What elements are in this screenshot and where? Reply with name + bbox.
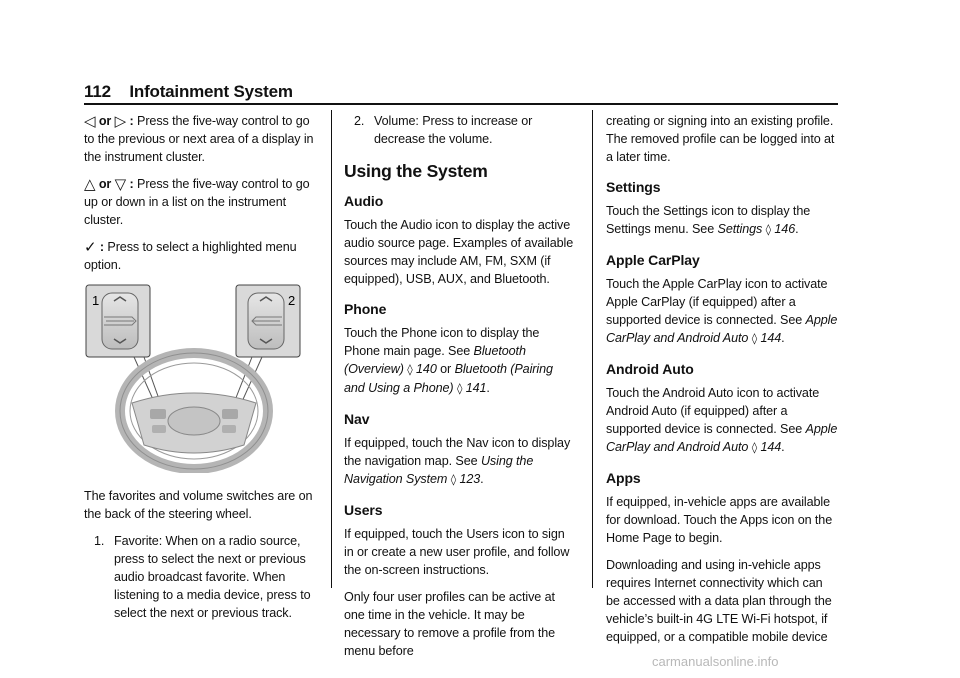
page-ref-icon: ◊ bbox=[407, 363, 413, 376]
page-ref-144[interactable]: 144 bbox=[760, 331, 782, 345]
users-text-2: Only four user profiles can be active at one time in the vehicle. It may be necessary to remove a profile from the menu before bbox=[344, 590, 556, 658]
column-3 bbox=[606, 112, 838, 655]
carplay-android-link[interactable]: Apple CarPlay and Android Auto bbox=[606, 313, 838, 345]
navigation-system-link[interactable]: Using the Navigation System bbox=[344, 454, 534, 486]
page-ref-icon: ◊ bbox=[450, 473, 457, 486]
figure-label-2: 2 bbox=[288, 293, 296, 308]
phone-text: Touch the Phone icon to display the Phone main page. See Bluetooth (Overview) ◊ 140 or Bluetooth (Pairing and Using a Phone) ◊ 141. bbox=[344, 326, 553, 395]
list-item-volume: 2. Volume: Press to increase or decrease the volume. bbox=[354, 114, 533, 146]
settings-link[interactable]: Settings bbox=[717, 222, 763, 236]
phone-heading: Phone bbox=[344, 301, 387, 317]
carplay-android-link[interactable]: Apple CarPlay and Android Auto bbox=[606, 422, 838, 454]
page-ref-icon: ◊ bbox=[456, 382, 463, 395]
carplay-heading: Apple CarPlay bbox=[606, 252, 700, 268]
audio-text: Touch the Audio icon to display the active audio source page. Examples of available sources may include AM, FM, SXM (if equipped), USB, AUX, and Bluetooth. bbox=[344, 218, 574, 286]
left-triangle-icon: ◁ bbox=[84, 112, 96, 130]
page-ref-146[interactable]: 146 bbox=[774, 222, 796, 236]
android-heading: Android Auto bbox=[606, 361, 694, 377]
apps-heading: Apps bbox=[606, 470, 641, 486]
control-select-text: Press to select a highlighted menu option. bbox=[84, 240, 297, 272]
page-ref-icon: ◊ bbox=[765, 223, 771, 236]
switches-paragraph: The favorites and volume switches are on the back of the steering wheel. bbox=[84, 489, 313, 521]
users-heading: Users bbox=[344, 502, 383, 518]
right-triangle-icon: ▷ bbox=[114, 112, 127, 130]
audio-heading: Audio bbox=[344, 193, 384, 209]
page-ref-123[interactable]: 123 bbox=[459, 472, 481, 486]
apps-text-1: If equipped, in-vehicle apps are available for download. Touch the Apps icon on the Home Page to begin. bbox=[606, 495, 833, 545]
steering-wheel-figure bbox=[84, 283, 316, 473]
down-triangle-icon: ▽ bbox=[114, 175, 127, 193]
switch-list-continued bbox=[344, 112, 576, 148]
page-ref-144[interactable]: 144 bbox=[760, 440, 782, 454]
column-2 bbox=[344, 112, 576, 669]
page-ref-141[interactable]: 141 bbox=[465, 381, 487, 395]
column-divider-2 bbox=[592, 110, 593, 588]
up-triangle-icon: △ bbox=[84, 175, 96, 193]
section-heading: Using the System bbox=[344, 161, 488, 181]
android-text: Touch the Android Auto icon to activate Android Auto (if equipped) after a supported device is connected. See Apple CarPlay and Android Auto ◊ 144. bbox=[606, 386, 838, 454]
figure-label-1: 1 bbox=[92, 293, 100, 308]
bluetooth-pairing-link[interactable]: Bluetooth (Pairing and Using a Phone) bbox=[344, 362, 553, 395]
watermark: carmanualsonline.info bbox=[652, 654, 779, 669]
control-left-right: ◁ or ▷ : Press the five-way control to go to the previous or next area of a display in the instrument cluster. bbox=[84, 112, 314, 164]
users-text-1: If equipped, touch the Users icon to sign in or create a new user profile, and follow the on-screen instructions. bbox=[344, 527, 570, 577]
switch-list bbox=[84, 532, 318, 622]
apps-text-2: Downloading and using in-vehicle apps requires Internet connectivity which can be accessed with a data plan through the vehicle’s built-in 4G LTE Wi-Fi hotspot, if equipped, or a compatible mobile device bbox=[606, 558, 832, 644]
control-up-down-text: Press the five-way control to go up or down in a list on the instrument cluster. bbox=[84, 177, 310, 227]
column-divider-1 bbox=[331, 110, 332, 588]
nav-heading: Nav bbox=[344, 411, 370, 427]
checkmark-icon: ✓ bbox=[84, 238, 97, 256]
settings-text: Touch the Settings icon to display the Settings menu. See Settings ◊ 146. bbox=[606, 204, 811, 236]
page-title: Infotainment System bbox=[129, 82, 293, 101]
carplay-text: Touch the Apple CarPlay icon to activate Apple CarPlay (if equipped) after a supported device is connected. See Apple CarPlay and Android Auto ◊ 144. bbox=[606, 277, 838, 345]
page-ref-icon: ◊ bbox=[751, 441, 758, 454]
list-item-favorite: 1. Favorite: When on a radio source, press to select the next or previous audio broadcast favorite. When listening to a media device, press to select the next or previous track. bbox=[94, 534, 311, 620]
page-ref-140[interactable]: 140 bbox=[416, 362, 437, 376]
users-text-continued: creating or signing into an existing profile. The removed profile can be logged into at a later time. bbox=[606, 114, 835, 164]
column-1 bbox=[84, 112, 318, 628]
page-ref-icon: ◊ bbox=[751, 332, 758, 345]
header-rule bbox=[84, 103, 838, 105]
control-select: ✓ : Press to select a highlighted menu option. bbox=[84, 238, 297, 272]
bluetooth-overview-link[interactable]: Bluetooth (Overview) bbox=[344, 344, 526, 376]
control-left-right-text: Press the five-way control to go to the previous or next area of a display in the instrument cluster. bbox=[84, 114, 314, 164]
control-up-down: △ or ▽ : Press the five-way control to go up or down in a list on the instrument cluster. bbox=[84, 175, 310, 227]
page-number: 112 bbox=[84, 82, 111, 101]
page-header bbox=[84, 82, 293, 102]
nav-text: If equipped, touch the Nav icon to display the navigation map. See Using the Navigation System ◊ 123. bbox=[344, 436, 571, 486]
settings-heading: Settings bbox=[606, 179, 661, 195]
